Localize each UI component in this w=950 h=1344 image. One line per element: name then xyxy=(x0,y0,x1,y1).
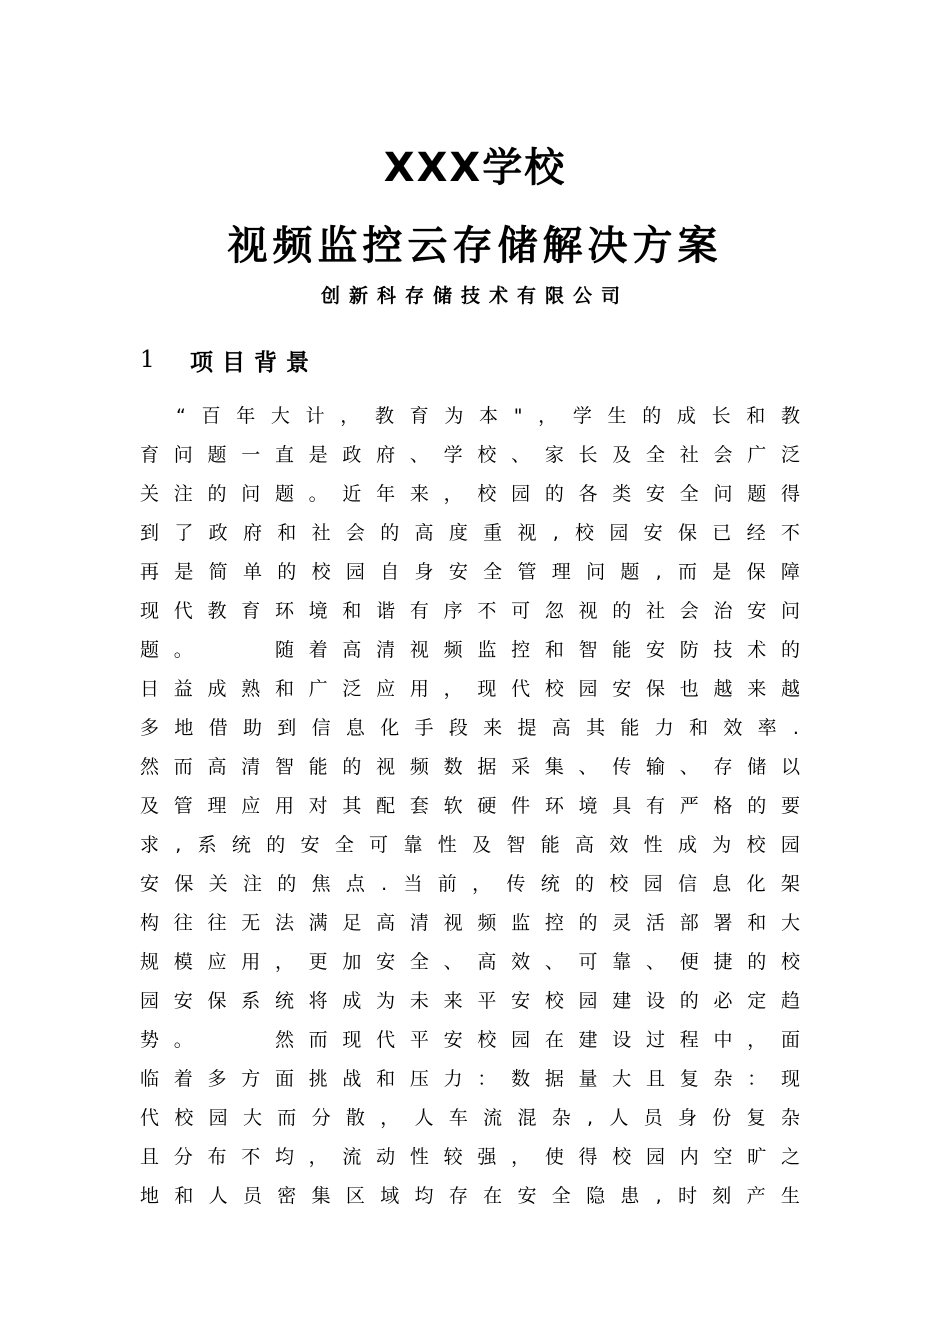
document-title-school: XXX学校 xyxy=(383,145,567,191)
text-line: 且 分 布 不 均 ， 流 动 性 较 强 ， 使 得 校 园 内 空 旷 之 xyxy=(140,1146,800,1168)
text-line: 多 地 借 助 到 信 息 化 手 段 来 提 高 其 能 力 和 效 率 . xyxy=(140,717,799,739)
text-line: 求 , 系 统 的 安 全 可 靠 性 及 智 能 高 效 性 成 为 校 园 xyxy=(140,834,800,856)
text-line: 然 而 高 清 智 能 的 视 频 数 据 采 集 、 传 输 、 存 储 以 xyxy=(140,756,800,778)
text-line: 及 管 理 应 用 对 其 配 套 软 硬 件 环 境 具 有 严 格 的 要 xyxy=(140,795,800,817)
company-name: 创新科存储技术有限公司 xyxy=(320,285,629,307)
text-line: 势 。 然 而 现 代 平 安 校 园 在 建 设 过 程 中 ， 面 xyxy=(140,1029,800,1051)
text-line: 日 益 成 熟 和 广 泛 应 用 ， 现 代 校 园 安 保 也 越 来 越 xyxy=(140,678,800,700)
text-line: 到 了 政 府 和 社 会 的 高 度 重 视 , 校 园 安 保 已 经 不 xyxy=(140,522,800,544)
text-line: 育 问 题 一 直 是 政 府 、 学 校 、 家 长 及 全 社 会 广 泛 xyxy=(140,444,800,466)
body-paragraph xyxy=(140,397,800,1216)
text-line: 现 代 教 育 环 境 和 谐 有 序 不 可 忽 视 的 社 会 治 安 问 xyxy=(140,600,800,622)
text-line: 规 模 应 用 ， 更 加 安 全 、 高 效 、 可 靠 、 便 捷 的 校 xyxy=(140,951,800,973)
section-number: 1 xyxy=(140,347,155,373)
document-title-solution: 视频监控云存储解决方案 xyxy=(227,223,723,269)
text-line: 题 。 随 着 高 清 视 频 监 控 和 智 能 安 防 技 术 的 xyxy=(140,639,800,661)
text-line: 关 注 的 问 题 。 近 年 来 ， 校 园 的 各 类 安 全 问 题 得 xyxy=(140,483,800,505)
text-line: 地 和 人 员 密 集 区 域 均 存 在 安 全 隐 患 , 时 刻 产 生 xyxy=(140,1185,800,1207)
text-line: 构 往 往 无 法 满 足 高 清 视 频 监 控 的 灵 活 部 署 和 大 xyxy=(140,912,800,934)
section-title: 项目背景 xyxy=(190,349,318,376)
text-line: 园 安 保 系 统 将 成 为 未 来 平 安 校 园 建 设 的 必 定 趋 xyxy=(140,990,800,1012)
text-line: 代 校 园 大 而 分 散 ， 人 车 流 混 杂 , 人 员 身 份 复 杂 xyxy=(140,1107,800,1129)
section-heading xyxy=(140,340,318,380)
text-line: 再 是 简 单 的 校 园 自 身 安 全 管 理 问 题 , 而 是 保 障 xyxy=(140,561,800,583)
text-line: 安 保 关 注 的 焦 点 . 当 前 ， 传 统 的 校 园 信 息 化 架 xyxy=(140,873,800,895)
text-line: “ 百 年 大 计 ， 教 育 为 本 " ， 学 生 的 成 长 和 教 xyxy=(176,405,800,427)
text-line: 临 着 多 方 面 挑 战 和 压 力 ： 数 据 量 大 且 复 杂 ： 现 xyxy=(140,1068,800,1090)
